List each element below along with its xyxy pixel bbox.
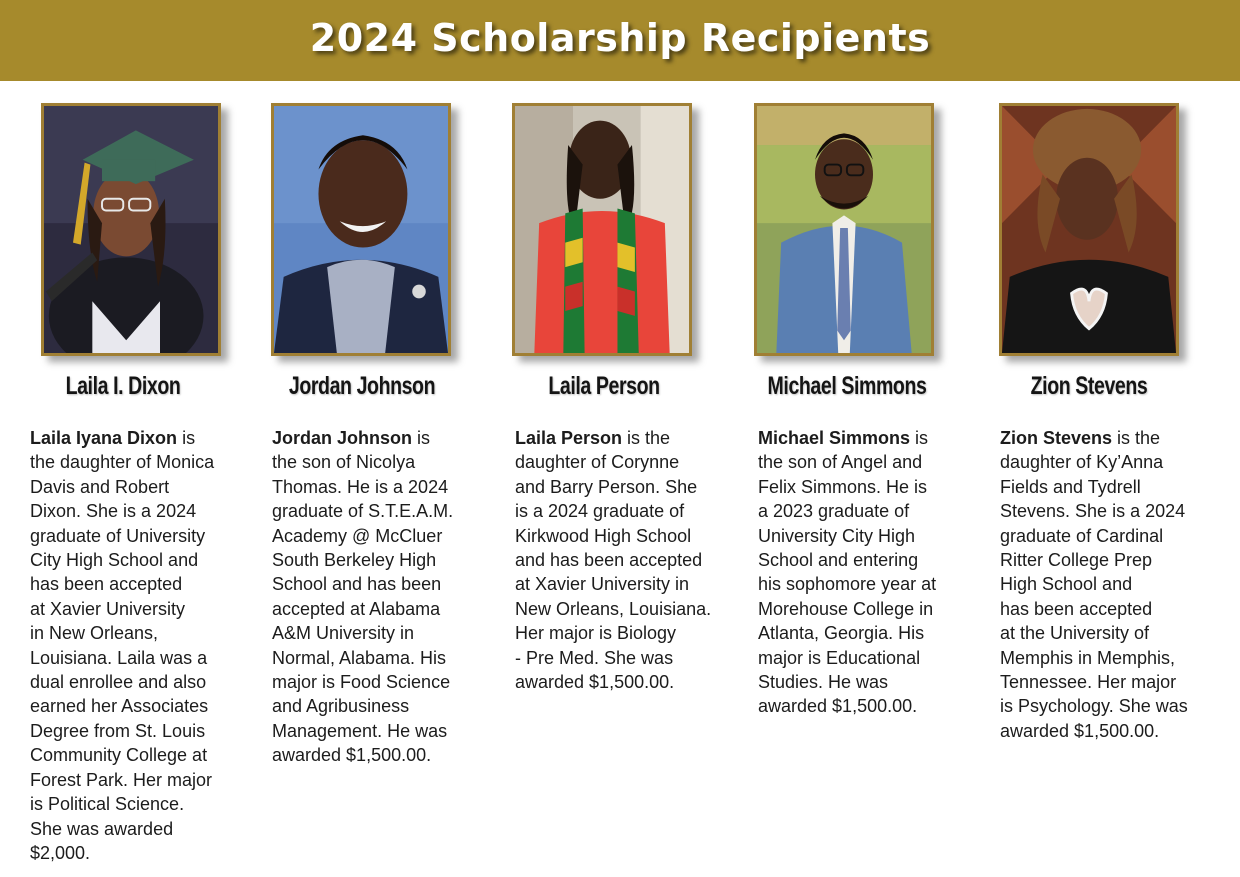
- bio-line: in New Orleans,: [30, 623, 159, 644]
- recipient-bio-name: Laila Iyana Dixon: [30, 428, 178, 448]
- recipient-photo-zion-stevens: [999, 103, 1179, 356]
- bio-line: at Xavier University in: [515, 574, 690, 595]
- bio-line: Davis and Robert: [30, 476, 170, 497]
- bio-line: is: [412, 428, 431, 448]
- recipient-bio: [1000, 426, 1226, 743]
- recipient-name: Laila Person: [548, 372, 660, 400]
- bio-line: Forest Park. Her major: [30, 769, 213, 790]
- recipient-bio: [515, 426, 741, 694]
- recipient-bio-name: Michael Simmons: [758, 428, 911, 448]
- bio-line: Community College at: [30, 745, 208, 766]
- bio-line: Louisiana. Laila was a: [30, 647, 208, 668]
- recipient-photo-laila-person: [512, 103, 692, 356]
- bio-line: awarded $1,500.00.: [515, 672, 675, 693]
- bio-line: University City High: [758, 525, 916, 546]
- bio-line: awarded $1,500.00.: [758, 696, 918, 717]
- recipient-photo-jordan-johnson: [271, 103, 451, 356]
- bio-line: Degree from St. Louis: [30, 720, 206, 741]
- recipient-bio-name: Laila Person: [515, 428, 623, 448]
- bio-line: dual enrollee and also: [30, 672, 207, 693]
- bio-line: at Xavier University: [30, 598, 186, 619]
- bio-line: is the: [1112, 428, 1161, 448]
- bio-line: daughter of Ky’Anna: [1000, 452, 1164, 473]
- bio-line: Felix Simmons. He is: [758, 476, 928, 497]
- bio-line: Memphis in Memphis,: [1000, 647, 1176, 668]
- recipient-name: Zion Stevens: [1030, 372, 1148, 400]
- bio-line: Studies. He was: [758, 672, 889, 693]
- bio-line: daughter of Corynne: [515, 452, 680, 473]
- recipient-name: Michael Simmons: [767, 372, 927, 400]
- page-title: 2024 Scholarship Recipients: [309, 16, 931, 60]
- bio-line: Stevens. She is a 2024: [1000, 501, 1186, 522]
- bio-line: is Political Science.: [30, 794, 185, 815]
- bio-line: is Psychology. She was: [1000, 696, 1188, 717]
- recipient-bio: [758, 426, 980, 719]
- bio-line: graduate of S.T.E.A.M.: [272, 501, 454, 522]
- bio-line: New Orleans, Louisiana.: [515, 598, 712, 619]
- bio-line: Her major is Biology: [515, 623, 677, 644]
- bio-line: is: [910, 428, 929, 448]
- bio-line: accepted at Alabama: [272, 598, 441, 619]
- bio-line: Morehouse College in: [758, 598, 934, 619]
- bio-line: Atlanta, Georgia. His: [758, 623, 925, 644]
- recipient-name: Laila I. Dixon: [65, 372, 181, 400]
- bio-line: Thomas. He is a 2024: [272, 476, 449, 497]
- bio-line: awarded $1,500.00.: [1000, 720, 1160, 741]
- recipient-photo-michael-simmons: [754, 103, 934, 356]
- bio-line: She was awarded: [30, 818, 174, 839]
- bio-line: Management. He was: [272, 720, 448, 741]
- bio-line: $2,000.: [30, 842, 91, 863]
- recipient-photo-laila-dixon: [41, 103, 221, 356]
- recipient-bio: [30, 426, 252, 865]
- bio-line: graduate of University: [30, 525, 206, 546]
- recipient-bio-name: Jordan Johnson: [272, 428, 413, 448]
- bio-line: major is Educational: [758, 647, 921, 668]
- bio-line: A&M University in: [272, 623, 415, 644]
- bio-line: and Barry Person. She: [515, 476, 698, 497]
- bio-line: - Pre Med. She was: [515, 647, 674, 668]
- bio-line: Kirkwood High School: [515, 525, 692, 546]
- bio-line: major is Food Science: [272, 672, 451, 693]
- bio-line: Academy @ McCluer: [272, 525, 443, 546]
- bio-line: is: [177, 428, 196, 448]
- bio-line: Dixon. She is a 2024: [30, 501, 197, 522]
- bio-line: a 2023 graduate of: [758, 501, 910, 522]
- bio-line: South Berkeley High: [272, 550, 437, 571]
- bio-line: School and entering: [758, 550, 919, 571]
- bio-line: Ritter College Prep: [1000, 550, 1153, 571]
- bio-line: School and has been: [272, 574, 442, 595]
- bio-line: awarded $1,500.00.: [272, 745, 432, 766]
- bio-line: is the: [622, 428, 671, 448]
- bio-line: Tennessee. Her major: [1000, 672, 1177, 693]
- bio-line: and has been accepted: [515, 550, 703, 571]
- bio-line: at the University of: [1000, 623, 1150, 644]
- bio-line: City High School and: [30, 550, 199, 571]
- bio-line: Fields and Tydrell: [1000, 476, 1141, 497]
- bio-line: the daughter of Monica: [30, 452, 215, 473]
- recipient-bio-name: Zion Stevens: [1000, 428, 1113, 448]
- bio-line: Normal, Alabama. His: [272, 647, 447, 668]
- bio-line: graduate of Cardinal: [1000, 525, 1164, 546]
- bio-line: the son of Angel and: [758, 452, 923, 473]
- recipient-bio: [272, 426, 494, 768]
- bio-line: earned her Associates: [30, 696, 209, 717]
- bio-line: has been accepted: [30, 574, 183, 595]
- bio-line: High School and: [1000, 574, 1133, 595]
- bio-line: his sophomore year at: [758, 574, 937, 595]
- bio-line: has been accepted: [1000, 598, 1153, 619]
- bio-line: the son of Nicolya: [272, 452, 416, 473]
- bio-line: and Agribusiness: [272, 696, 410, 717]
- recipient-name: Jordan Johnson: [288, 372, 436, 400]
- bio-line: is a 2024 graduate of: [515, 501, 685, 522]
